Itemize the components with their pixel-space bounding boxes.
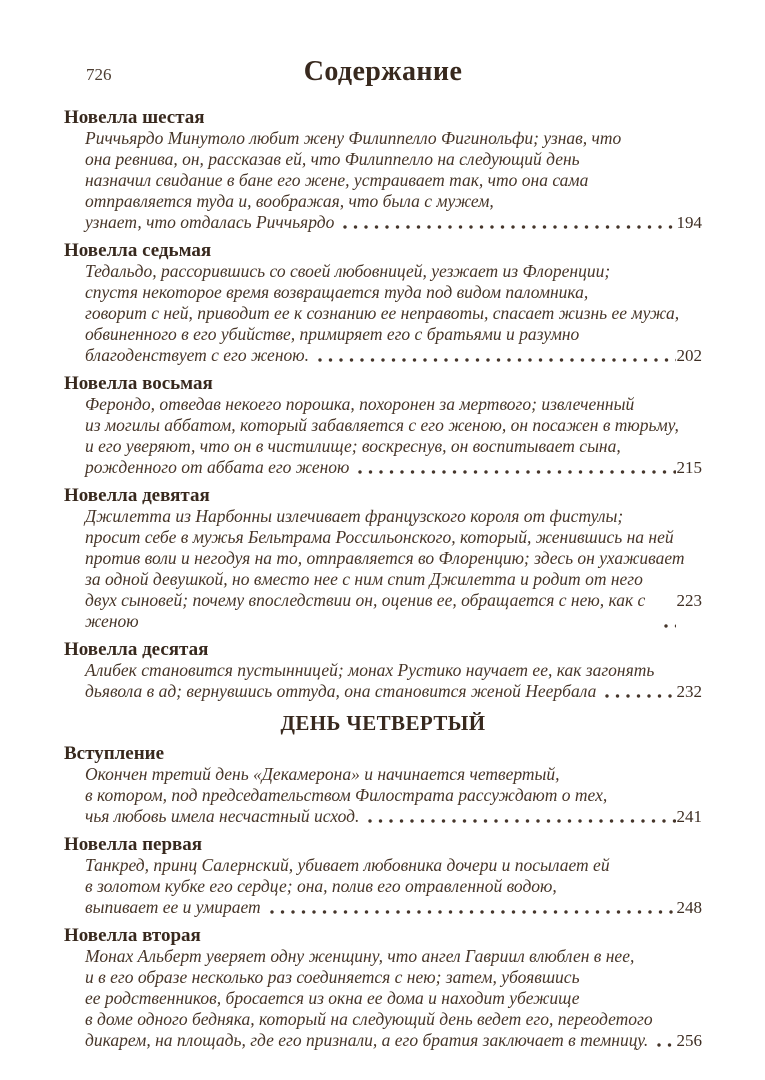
entry-line: Окончен третий день «Декамерона» и начинается четвертый, (85, 764, 560, 784)
entry-page-number: 256 (676, 1031, 702, 1050)
entry-heading: Новелла первая (64, 834, 203, 855)
toc-entry (64, 485, 702, 632)
entry-heading: Вступление (64, 743, 165, 764)
toc-entry (64, 639, 702, 702)
entry-line: она ревнива, он, рассказав ей, что Филиппелло на следующий день (85, 149, 580, 169)
toc-list (64, 107, 702, 1051)
entry-page-number: 194 (676, 213, 702, 232)
entry-line: из могилы аббатом, который забавляется с его женою, он посажен в тюрьму, (85, 415, 679, 435)
page-header (64, 56, 702, 100)
dot-leader (316, 345, 676, 366)
entry-line: за одной девушкой, но вместо нее с ним спит Джилетта и родит от него (85, 569, 643, 589)
entry-page-number: 241 (676, 807, 702, 826)
entry-page-number: 202 (676, 346, 702, 365)
dot-leader (366, 806, 675, 827)
entry-last-line (64, 457, 702, 478)
entry-heading: Новелла шестая (64, 107, 205, 128)
entry-heading: Новелла девятая (64, 485, 210, 506)
day-section-heading: ДЕНЬ ЧЕТВЕРТЫЙ (280, 711, 486, 735)
toc-entry (64, 743, 702, 827)
toc-entry (64, 240, 702, 366)
entry-line-text: дьявола в ад; вернувшись оттуда, она становится женой Неербала (85, 681, 597, 701)
dot-leader (356, 457, 675, 478)
entry-line: назначил свидание в бане его жене, устраивает так, что она сама (85, 170, 589, 190)
entry-line: Ферондо, отведав некоего порошка, похоронен за мертвого; извлеченный (85, 394, 635, 414)
entry-line: ее родственников, бросается из окна ее дома и находит убежище (85, 988, 580, 1008)
entry-last-line (64, 345, 702, 366)
entry-line: отправляется туда и, воображая, что была с мужем, (85, 191, 494, 211)
entry-line: в золотом кубке его сердце; она, полив его отравленной водою, (85, 876, 557, 896)
toc-entry (64, 925, 702, 1051)
entry-line: Монах Альберт уверяет одну женщину, что ангел Гавриил влюблен в нее, (85, 946, 635, 966)
entry-line-text: узнает, что отдалась Риччьярдо (85, 212, 335, 232)
dot-leader (662, 590, 676, 632)
toc-entry (64, 834, 702, 918)
page-title: Содержание (303, 56, 463, 87)
entry-line: в котором, под председательством Филострата рассуждают о тех, (85, 785, 608, 805)
entry-heading: Новелла восьмая (64, 373, 213, 394)
entry-line: спустя некоторое время возвращается туда под видом паломника, (85, 282, 589, 302)
entry-line-text: двух сыновей; почему впоследствии он, оценив ее, обращается с нею, как с женою (85, 590, 646, 631)
toc-entry (64, 107, 702, 233)
entry-page-number: 232 (676, 682, 702, 701)
entry-line-text: благоденствует с его женою. (85, 345, 309, 365)
entry-last-line (64, 806, 702, 827)
entry-line: Тедальдо, рассорившись со своей любовницей, уезжает из Флоренции; (85, 261, 611, 281)
dot-leader (655, 1030, 675, 1051)
entry-line: против воли и негодуя на то, отправляется во Флоренцию; здесь он ухаживает (85, 548, 685, 568)
entry-line: и его уверяют, что он в чистилище; воскреснув, он воспитывает сына, (85, 436, 621, 456)
entry-line-text: чья любовь имела несчастный исход. (85, 806, 360, 826)
folio-page-number: 726 (86, 65, 112, 84)
dot-leader (341, 212, 675, 233)
entry-page-number: 215 (676, 458, 702, 477)
entry-last-line (64, 212, 702, 233)
entry-last-line (64, 590, 702, 632)
entry-line: просит себе в мужья Бельтрама Россильонского, который, женившись на ней (85, 527, 674, 547)
entry-heading: Новелла десятая (64, 639, 209, 660)
dot-leader (268, 897, 676, 918)
entry-line: Риччьярдо Минутоло любит жену Филиппелло Фигинольфи; узнав, что (85, 128, 622, 148)
entry-page-number: 223 (676, 591, 702, 610)
entry-line-text: рожденного от аббата его женою (85, 457, 350, 477)
entry-last-line (64, 1030, 702, 1051)
entry-line-text: выпивает ее и умирает (85, 897, 261, 917)
entry-heading: Новелла вторая (64, 925, 201, 946)
entry-line: в доме одного бедняка, который на следующий день ведет его, переодетого (85, 1009, 653, 1029)
entry-line: обвиненного в его убийстве, примиряет его с братьями и разумно (85, 324, 580, 344)
entry-last-line (64, 897, 702, 918)
entry-line: говорит с ней, приводит ее к сознанию ее неправоты, спасает жизнь ее мужа, (85, 303, 680, 323)
entry-line: Джилетта из Нарбонны излечивает французского короля от фистулы; (85, 506, 624, 526)
entry-line-text: дикарем, на площадь, где его признали, а его братия заключает в темницу. (85, 1030, 649, 1050)
entry-page-number: 248 (676, 898, 702, 917)
entry-heading: Новелла седьмая (64, 240, 212, 261)
entry-line: и в его образе несколько раз соединяется с нею; затем, убоявшись (85, 967, 580, 987)
toc-entry (64, 373, 702, 478)
entry-line: Алибек становится пустынницей; монах Рустико научает ее, как загонять (85, 660, 655, 680)
entry-line: Танкред, принц Салернский, убивает любовника дочери и посылает ей (85, 855, 610, 875)
dot-leader (603, 681, 675, 702)
entry-last-line (64, 681, 702, 702)
